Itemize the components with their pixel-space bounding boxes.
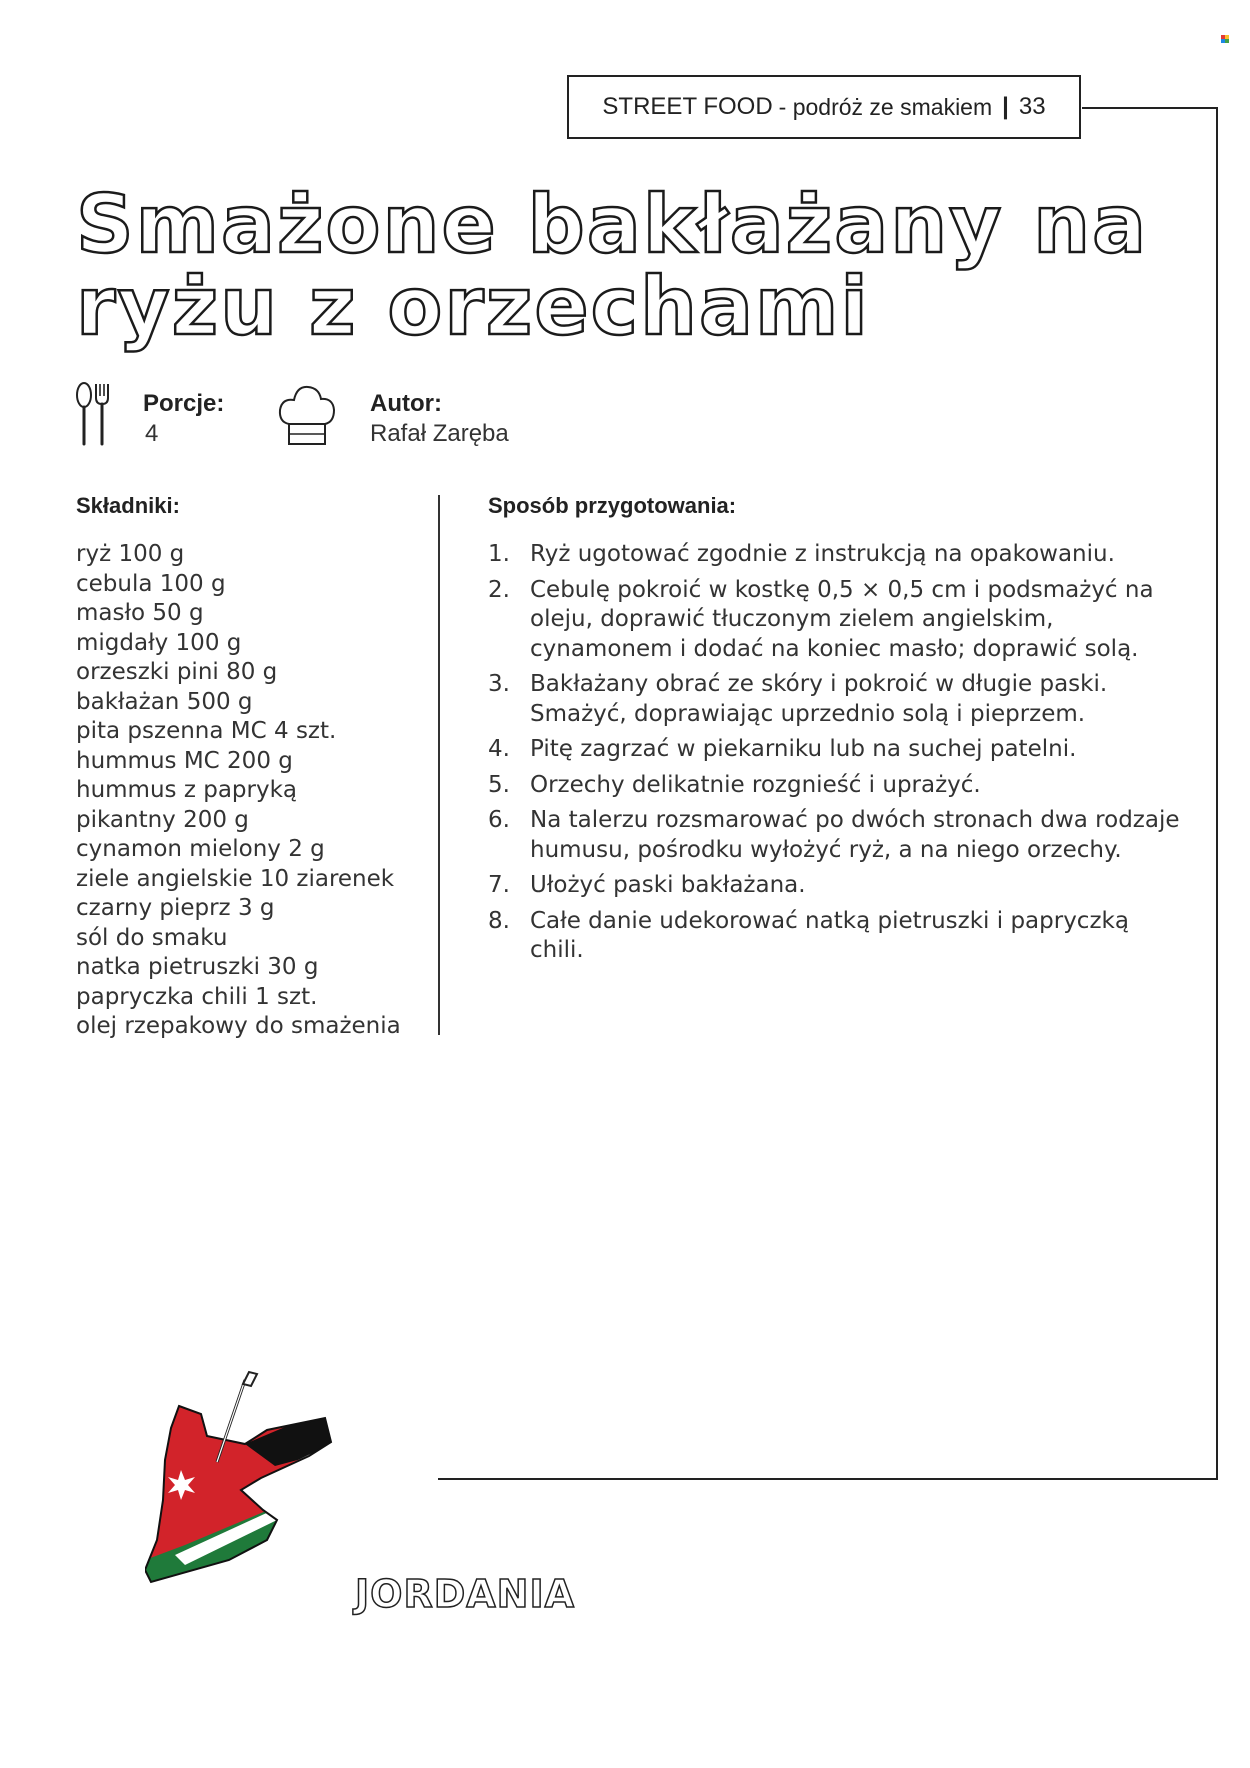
step-text: Bakłażany obrać ze skóry i pokroić w długie paski. Smażyć, doprawiając uprzednio solą i pieprzem. bbox=[530, 671, 1108, 727]
ingredient-item: sól do smaku bbox=[76, 924, 228, 951]
step-number: 4. bbox=[488, 736, 510, 762]
ingredient-item: ziele angielskie 10 ziarenek bbox=[76, 865, 395, 892]
preparation-step bbox=[488, 670, 1188, 729]
step-number: 5. bbox=[488, 771, 510, 798]
fork-spoon-icon bbox=[74, 382, 112, 448]
preparation-step bbox=[488, 871, 1188, 901]
preparation-step bbox=[488, 576, 1188, 665]
jordan-flag-map-icon bbox=[145, 1370, 345, 1590]
preparation-heading: Sposób przygotowania: bbox=[488, 493, 737, 518]
recipe-title-line-1: Smażone bakłażany na bbox=[76, 178, 1149, 271]
author-label: Autor: bbox=[370, 390, 442, 417]
author-value: Rafał Zaręba bbox=[370, 420, 509, 447]
frame-line-bottom bbox=[438, 1478, 1218, 1480]
ingredient-item: orzeszki pini 80 g bbox=[76, 659, 278, 685]
preparation-step bbox=[488, 540, 1188, 570]
step-text: Orzechy delikatnie rozgnieść i uprażyć. bbox=[530, 771, 981, 798]
step-text: Pitę zagrzać w piekarniku lub na suchej patelni. bbox=[530, 736, 1077, 762]
ingredient-item: migdały 100 g bbox=[76, 629, 242, 656]
ingredient-item: bakłażan 500 g bbox=[76, 688, 253, 715]
ingredients-heading: Składniki: bbox=[76, 493, 180, 518]
step-number: 6. bbox=[488, 807, 510, 833]
page-header bbox=[567, 75, 1081, 139]
recipe-title bbox=[76, 178, 1176, 353]
step-text: Na talerzu rozsmarować po dwóch stronach dwa rodzaje humusu, pośrodku wyłożyć ryż, a na niego orzechy. bbox=[530, 807, 1180, 863]
ingredient-item: cynamon mielony 2 g bbox=[76, 836, 325, 862]
ingredient-item: papryczka chili 1 szt. bbox=[76, 983, 318, 1010]
step-text: Cebulę pokroić w kostkę 0,5 × 0,5 cm i podsmażyć na oleju, doprawić tłuczonym zielem angielskim, cynamonem i dodać na koniec masło; doprawić solą. bbox=[530, 576, 1154, 662]
page-number: 33 bbox=[1018, 93, 1046, 120]
ingredients-list bbox=[76, 540, 436, 1042]
step-text: Ryż ugotować zgodnie z instrukcją na opakowaniu. bbox=[530, 541, 1115, 567]
step-number: 1. bbox=[488, 541, 510, 567]
step-number: 8. bbox=[488, 907, 510, 934]
header-separator: | bbox=[1002, 93, 1009, 120]
step-text: Ułożyć paski bakłażana. bbox=[530, 872, 806, 898]
country-name: JORDANIA bbox=[355, 1572, 576, 1616]
ingredient-item: cebula 100 g bbox=[76, 570, 226, 597]
ingredient-item: ryż 100 g bbox=[76, 541, 185, 567]
portions-label: Porcje: bbox=[143, 390, 225, 417]
ingredient-item: natka pietruszki 30 g bbox=[76, 954, 319, 980]
ingredient-item: masło 50 g bbox=[76, 600, 204, 626]
series-subtitle: - podróż ze smakiem bbox=[778, 93, 993, 120]
ingredient-item: hummus z papryką bbox=[76, 777, 297, 803]
ingredient-item: pikantny 200 g bbox=[76, 806, 249, 833]
ingredient-item: pita pszenna MC 4 szt. bbox=[76, 718, 337, 744]
frame-line-right bbox=[1216, 107, 1218, 1480]
preparation-step bbox=[488, 907, 1188, 966]
recipe-title-line-2: ryżu z orzechami bbox=[76, 260, 870, 353]
step-number: 2. bbox=[488, 576, 510, 603]
preparation-step bbox=[488, 806, 1188, 865]
step-text: Całe danie udekorować natką pietruszki i papryczką chili. bbox=[530, 907, 1129, 963]
ingredient-item: hummus MC 200 g bbox=[76, 747, 293, 774]
ingredient-item: czarny pieprz 3 g bbox=[76, 895, 275, 921]
preparation-step bbox=[488, 735, 1188, 765]
portions-value: 4 bbox=[145, 420, 159, 447]
ingredient-item: olej rzepakowy do smażenia bbox=[76, 1013, 401, 1039]
corner-color-mark bbox=[1221, 35, 1229, 43]
preparation-steps bbox=[488, 540, 1188, 972]
chef-hat-icon bbox=[277, 384, 337, 448]
step-number: 7. bbox=[488, 872, 510, 898]
frame-line-top bbox=[1082, 107, 1218, 109]
step-number: 3. bbox=[488, 671, 510, 697]
column-divider bbox=[438, 495, 440, 1035]
preparation-step bbox=[488, 771, 1188, 801]
series-title: STREET FOOD bbox=[602, 93, 773, 120]
